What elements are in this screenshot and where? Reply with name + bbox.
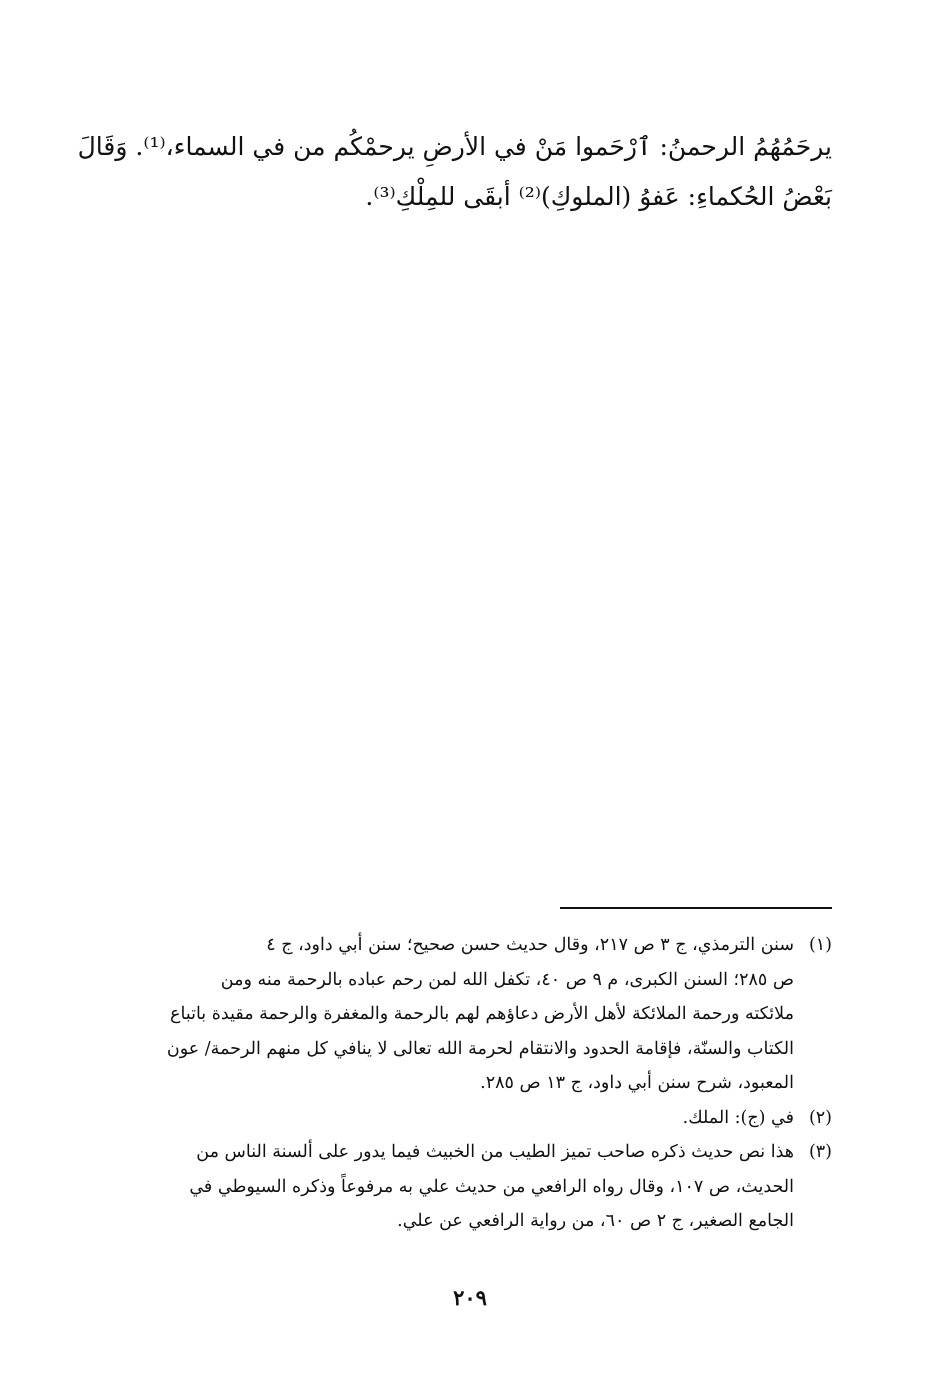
footnote-line: الجامع الصغير، ج ٢ ص ٦٠، من رواية الرافعي عن علي. — [397, 1211, 794, 1231]
main-text-line: بَعْضُ الحُكماءِ: عَفوُ (الملوكِ)⁽²⁾ أبقَى للمِلْكِ⁽³⁾. — [365, 182, 832, 211]
footnote-line: الحديث، ص ١٠٧، وقال رواه الرافعي من حديث علي به مرفوعاً وذكره السيوطي في — [189, 1176, 794, 1197]
footnote-number: (٢) — [808, 1107, 832, 1128]
footnote-1 — [108, 928, 832, 1101]
footnote-line: ص ٢٨٥؛ السنن الكبرى، م ٩ ص ٤٠، تكفل الله لمن رحم عباده بالرحمة منه ومن — [220, 969, 794, 990]
footnote-line: المعبود، شرح سنن أبي داود، ج ١٣ ص ٢٨٥. — [480, 1073, 794, 1093]
main-text — [77, 122, 832, 222]
footnote-line: في (ج): الملك. — [682, 1107, 794, 1128]
footnote-text — [108, 1101, 794, 1136]
footnotes — [108, 928, 832, 1239]
footnote-number: (٣) — [808, 1142, 832, 1162]
footnote-text — [108, 1135, 794, 1239]
page-number: ٢٠٩ — [453, 1285, 487, 1310]
footnote-line: ملائكته ورحمة الملائكة لأهل الأرض دعاؤهم لهم بالرحمة والمغفرة والرحمة مقيدة باتباع — [170, 1004, 794, 1024]
footnote-number: (١) — [808, 935, 832, 955]
main-text-line: يرحَمُهُمُ الرحمنُ: ٱرْحَموا مَنْ في الأرضِ يرحمْكُم من في السماء،⁽¹⁾. وَقَالَ — [77, 132, 832, 161]
footnote-3 — [108, 1135, 832, 1239]
footnote-2 — [108, 1101, 832, 1136]
footnote-separator — [560, 907, 832, 909]
footnote-line: هذا نص حديث ذكره صاحب تميز الطيب من الخبيث فيما يدور على ألسنة الناس من — [196, 1142, 794, 1162]
footnote-line: الكتاب والسنّة، فإقامة الحدود والانتقام لحرمة الله تعالى لا ينافي كل منهم الرحمة/ عون — [166, 1038, 794, 1059]
footnote-text — [108, 928, 794, 1101]
footnote-line: سنن الترمذي، ج ٣ ص ٢١٧، وقال حديث حسن صحيح؛ سنن أبي داود، ج ٤ — [266, 935, 794, 955]
